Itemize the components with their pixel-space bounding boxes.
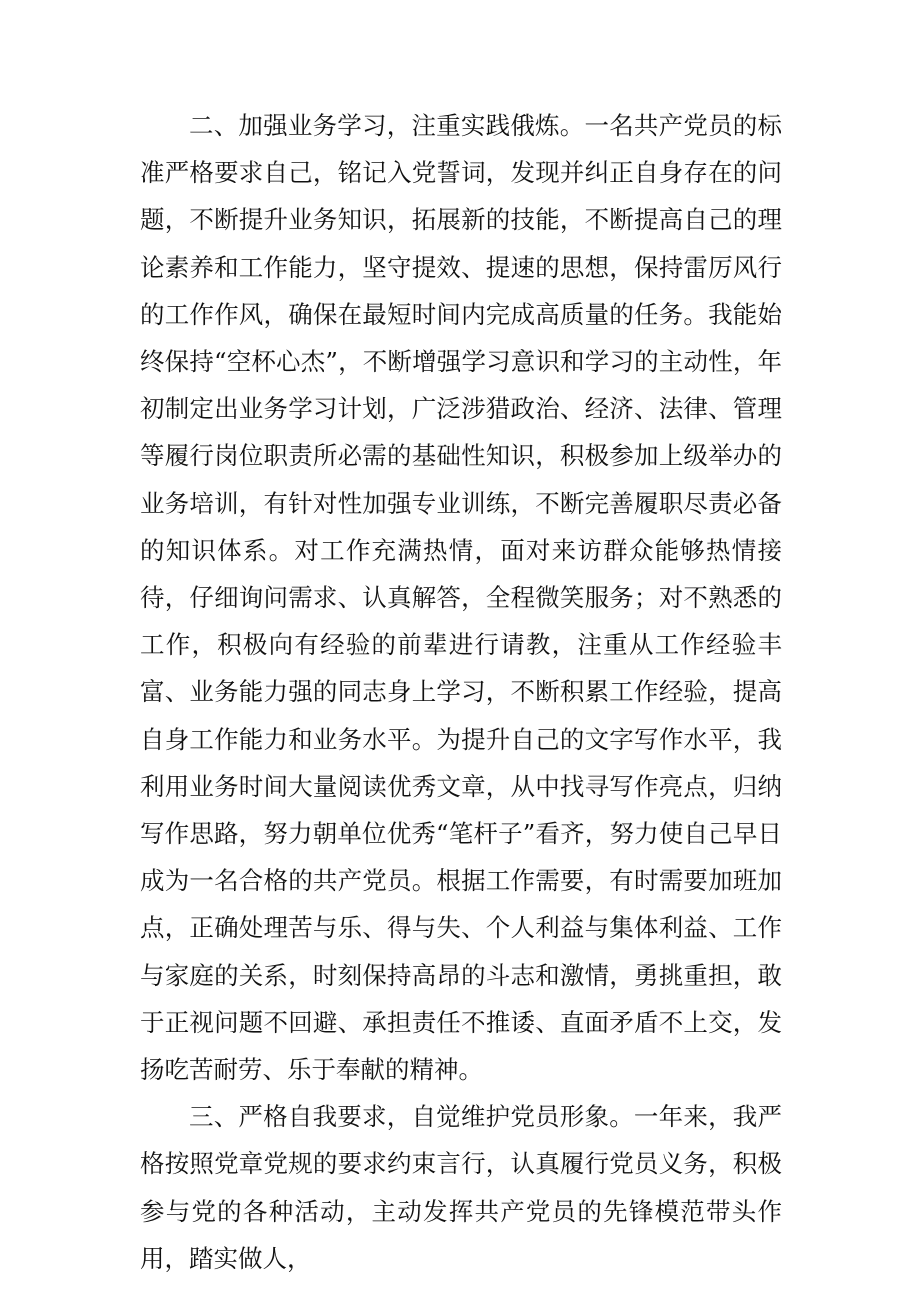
paragraph-business-study: 二、加强业务学习，注重实践俄炼。一名共产党员的标准严格要求自己，铭记入党誓词，发现并纠正自身存在的问题，不断提升业务知识，拓展新的技能，不断提高自己的理论素养和工作能力，坚守提效、提速的思想，保持雷厉风行的工作作风，确保在最短时间内完成高质量的任务。我能始终保持“空杯心杰”，不断增强学习意识和学习的主动性，年初制定出业务学习计划，广泛涉猎政治、经济、法律、管理等履行岗位职责所必需的基础性知识，积极参加上级举办的业务培训，有针对性加强专业训练，不断完善履职尽责必备的知识体系。对工作充满热情，面对来访群众能够热情接待，仔细询问需求、认真解答，全程微笑服务；对不熟悉的工作，积极向有经验的前辈进行请教，注重从工作经验丰富、业务能力强的同志身上学习，不断积累工作经验，提高自身工作能力和业务水平。为提升自己的文字写作水平，我利用业务时间大量阅读优秀文章，从中找寻写作亮点，归纳写作思路，努力朝单位优秀“笔杆子”看齐，努力使自己早日成为一名合格的共产党员。根据工作需要，有时需要加班加点，正确处理苦与乐、得与失、个人利益与集体利益、工作与家庭的关系，时刻保持高昂的斗志和激情，勇挑重担，敢于正视问题不回避、承担责任不推诿、直面矛盾不上交，发扬吃苦耐劳、乐于奉献的精神。 <box>140 111 782 1085</box>
document-body <box>140 102 782 1282</box>
paragraph-self-discipline: 三、严格自我要求，自觉维护党员形象。一年来，我严格按照党章党规的要求约束言行，认真履行党员义务，积极参与党的各种活动，主动发挥共产党员的先锋模范带头作用，踏实做人， <box>140 1102 782 1273</box>
